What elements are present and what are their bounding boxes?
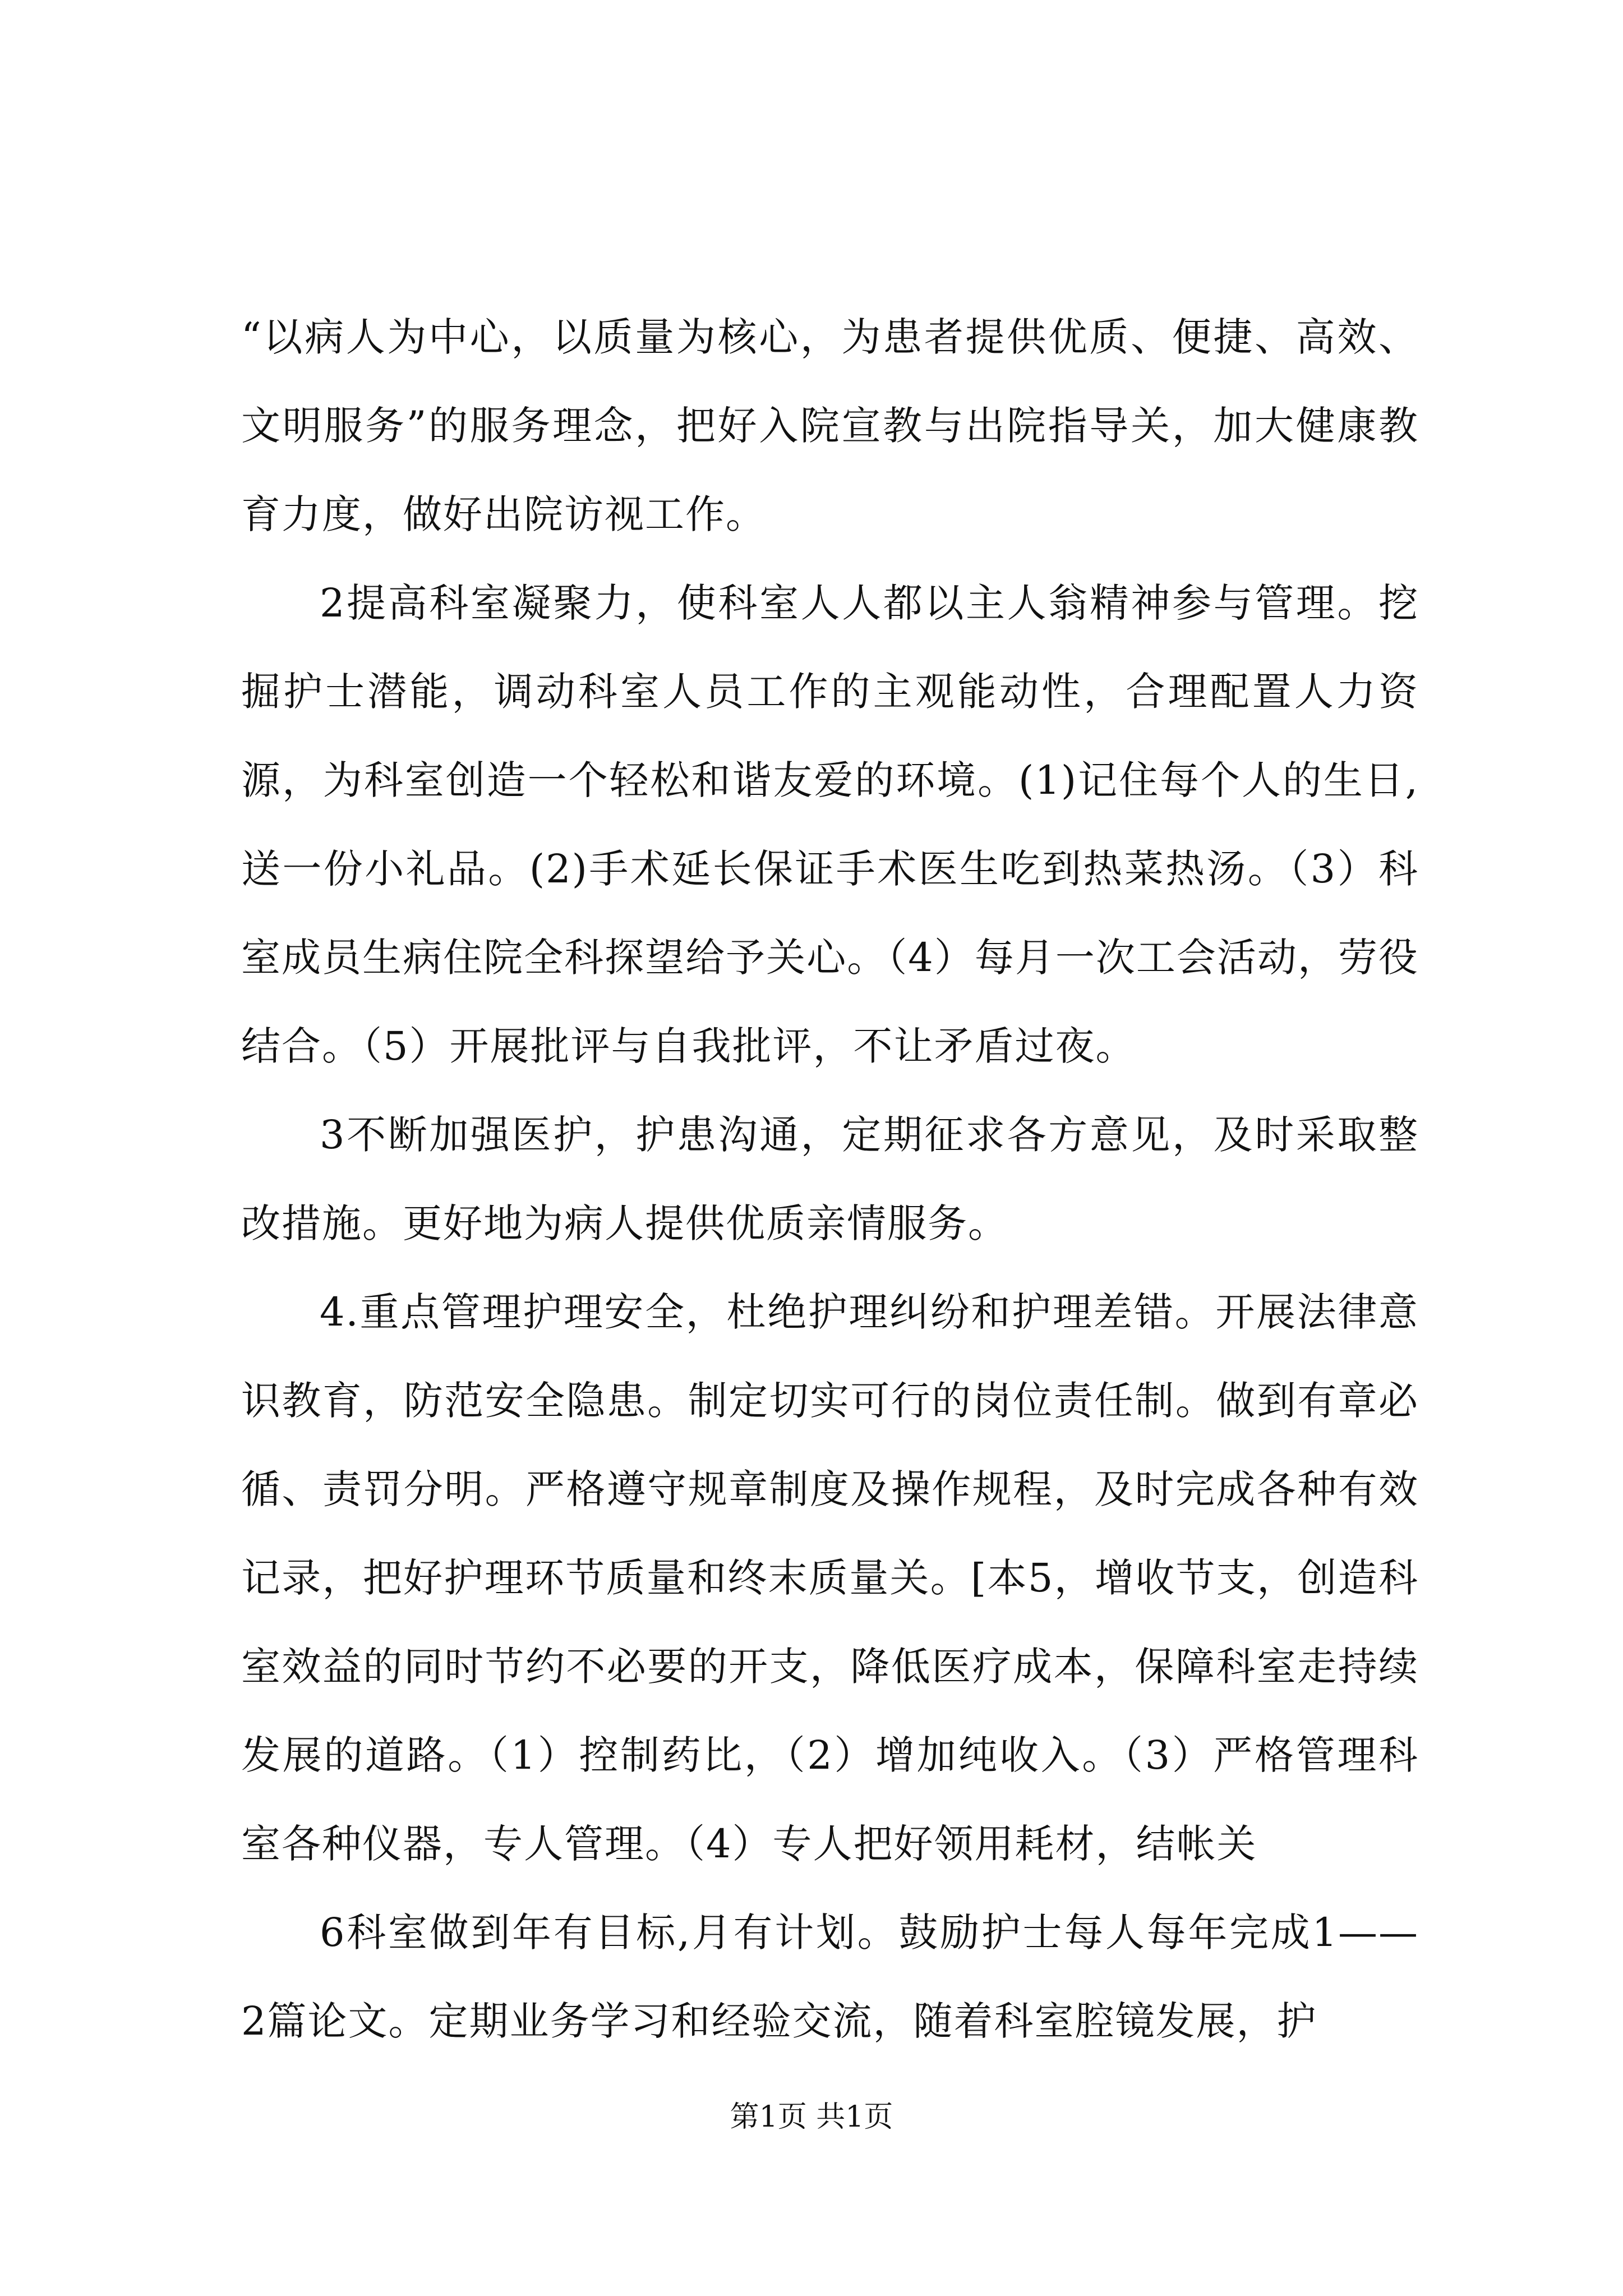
- paragraph-4: 4.重点管理护理安全，杜绝护理纠纷和护理差错。开展法律意识教育，防范安全隐患。制定切实可行的岗位责任制。做到有章必循、责罚分明。严格遵守规章制度及操作规程，及时完成各种有效记录，把好护理环节质量和终末质量关。[本5，增收节支，创造科室效益的同时节约不必要的开支，降低医疗成本，保障科室走持续发展的道路。（1）控制药比，（2）增加纯收入。（3）严格管理科室各种仪器，专人管理。（4）专人把好领用耗材，结帐关: [241, 1289, 1419, 1867]
- paragraph-3: 3不断加强医护，护患沟通，定期征求各方意见，及时采取整改措施。更好地为病人提供优质亲情服务。: [241, 1112, 1419, 1246]
- paragraph-2: 2提高科室凝聚力，使科室人人都以主人翁精神参与管理。挖掘护士潜能，调动科室人员工作的主观能动性，合理配置人力资源，为科室创造一个轻松和谐友爱的环境。(1)记住每个人的生日,送一份小礼品。(2)手术延长保证手术医生吃到热菜热汤。（3）科室成员生病住院全科探望给予关心。（4）每月一次工会活动，劳役结合。（5）开展批评与自我批评，不让矛盾过夜。: [241, 580, 1419, 1069]
- page-footer: [0, 2099, 1623, 2135]
- document-body: [241, 293, 1419, 2065]
- paragraph-5: 6科室做到年有目标,月有计划。鼓励护士每人每年完成1——2篇论文。定期业务学习和经验交流，随着科室腔镜发展，护: [241, 1910, 1419, 2044]
- paragraph-1: “以病人为中心，以质量为核心，为患者提供优质、便捷、高效、文明服务”的服务理念，把好入院宣教与出院指导关，加大健康教育力度，做好出院访视工作。: [241, 314, 1419, 537]
- page-number-label: 第1页 共1页: [730, 2100, 893, 2134]
